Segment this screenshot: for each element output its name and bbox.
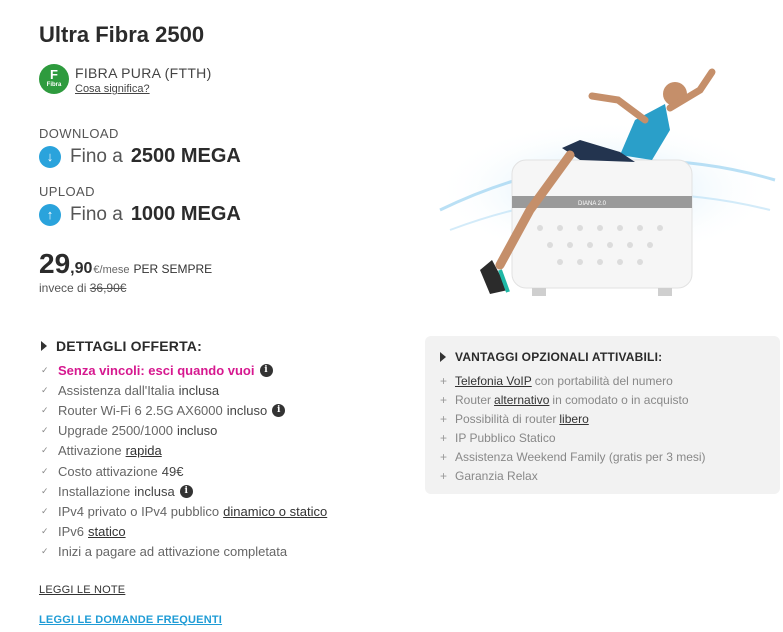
upload-speed [39,203,241,226]
list-item [41,421,327,441]
check-icon: ✓ [41,404,49,415]
list-item [41,481,327,501]
check-icon: ✓ [41,364,49,375]
list-item [440,466,706,485]
list-item-text: Costo attivazione [58,463,158,479]
details-list [41,360,327,562]
download-value: 2500 MEGA [130,145,241,167]
router-brand: DIANA 2.0 [578,201,607,207]
read-faq-link[interactable]: LEGGI LE DOMANDE FREQUENTI [39,614,223,626]
check-icon: ✓ [41,384,49,395]
details-heading [41,338,202,354]
price-integer: 29 [39,248,71,279]
check-icon: ✓ [41,505,49,516]
upload-prefix: Fino a [70,203,123,225]
fast-activation-link[interactable]: rapida [125,443,162,459]
info-icon[interactable]: i [180,485,193,498]
list-item [41,461,327,481]
old-price [39,281,126,295]
list-item-text: IPv6 [58,524,85,540]
plus-icon: + [440,411,448,426]
list-item-value: inclusa [134,483,175,499]
list-item-value: inclusa [178,382,220,398]
optional-heading-text: VANTAGGI OPZIONALI ATTIVABILI: [455,350,663,364]
plus-icon: + [440,449,448,464]
list-item [41,542,327,562]
list-item-text: IP Pubblico Statico [455,430,556,445]
list-item [41,360,327,380]
alternative-router-link[interactable]: alternativo [494,392,550,407]
no-commitment-text: Senza vincoli: esci quando vuoi [58,362,255,378]
ipv6-static-link[interactable]: statico [88,524,126,540]
check-icon: ✓ [41,485,49,496]
upload-label: UPLOAD [39,184,95,199]
list-item-value: incluso [176,423,218,439]
list-item-text: IPv4 privato o IPv4 pubblico [58,503,220,519]
list-item-text: Router [455,392,492,407]
what-does-it-mean-link[interactable]: Cosa significa? [75,83,150,95]
fibra-type-label: FIBRA PURA (FTTH) [75,65,212,81]
ip-type-link[interactable]: dinamico o statico [223,503,328,519]
free-router-link[interactable]: libero [559,411,589,426]
list-item [440,371,706,390]
fibra-badge-icon [39,64,69,94]
price-decimal: ,90 [70,260,93,277]
check-icon: ✓ [41,546,49,557]
list-item-text: Upgrade 2500/1000 [58,423,173,439]
offer-title: Ultra Fibra 2500 [39,22,205,47]
details-heading-text: DETTAGLI OFFERTA: [56,338,202,354]
list-item-text: Garanzia Relax [455,469,538,484]
list-item-value: 49€ [161,463,184,479]
plus-icon: + [440,469,448,484]
arrow-up-icon: ↑ [39,204,61,226]
list-item [440,409,706,428]
optional-heading [440,350,662,364]
list-item-text: con portabilità del numero [534,373,673,388]
list-item-text: in comodato o in acquisto [552,392,689,407]
info-icon[interactable]: i [272,404,285,417]
check-icon: ✓ [41,445,49,456]
plus-icon: + [440,392,448,407]
list-item-text: Inizi a pagare ad attivazione completata [58,544,288,560]
optional-advantages-panel [425,336,780,494]
list-item [41,522,327,542]
read-notes-link[interactable]: LEGGI LE NOTE [39,584,126,596]
list-item [440,447,706,466]
fibra-badge-label: Fibra [46,82,62,88]
download-label: DOWNLOAD [39,126,119,141]
list-item [41,501,327,521]
old-price-value: 36,90€ [89,281,127,295]
list-item-value: incluso [226,402,268,418]
voip-link[interactable]: Telefonia VoIP [455,373,532,388]
triangle-right-icon [440,352,446,362]
price-forever: PER SEMPRE [133,262,213,276]
info-icon[interactable]: i [260,364,273,377]
list-item [41,400,327,420]
upload-value: 1000 MEGA [130,203,241,225]
download-prefix: Fino a [70,145,123,167]
list-item [440,390,706,409]
list-item-text: Assistenza dall'Italia [58,382,175,398]
old-price-label: invece di [39,281,87,295]
list-item [440,428,706,447]
download-speed [39,145,241,168]
check-icon: ✓ [41,465,49,476]
triangle-right-icon [41,341,47,351]
list-item-text: Possibilità di router [455,411,557,426]
list-item [41,441,327,461]
list-item-text: Router Wi-Fi 6 2.5G AX6000 [58,402,223,418]
check-icon: ✓ [41,526,49,537]
plus-icon: + [440,430,448,445]
list-item-text: Assistenza Weekend Family (gratis per 3 mesi) [455,449,706,464]
arrow-down-icon: ↓ [39,146,61,168]
plus-icon: + [440,373,448,388]
list-item-text: Attivazione [58,443,122,459]
list-item-text: Installazione [58,483,131,499]
fibra-badge-letter: F [50,67,58,82]
price [39,248,212,280]
list-item [41,380,327,400]
check-icon: ✓ [41,425,49,436]
hero-athlete-router-image [430,60,780,310]
optional-list [440,371,706,486]
price-unit: €/mese [93,264,130,276]
